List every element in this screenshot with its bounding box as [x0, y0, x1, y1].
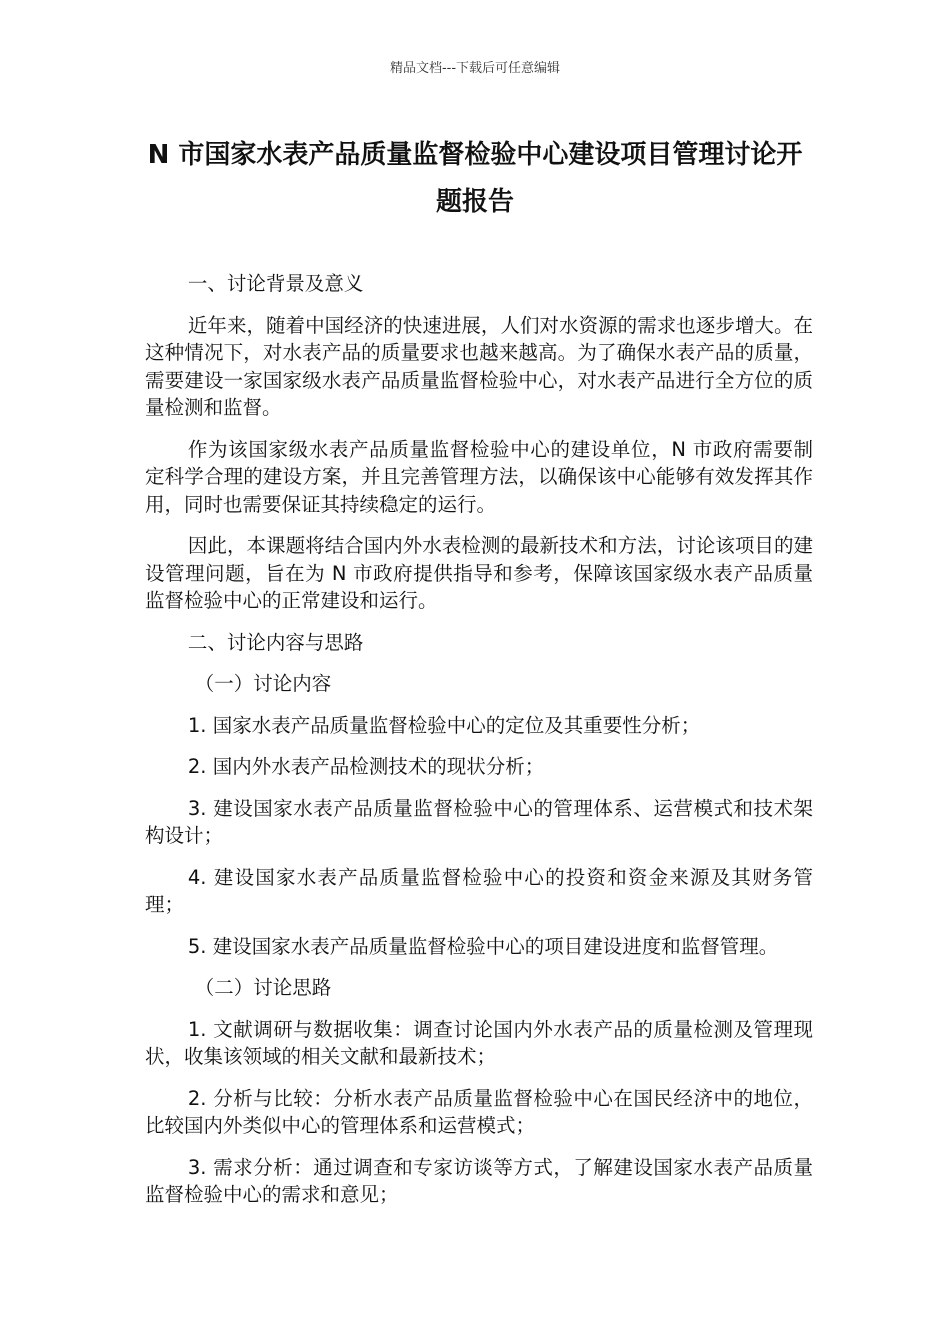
page-header-note: 精品文档---下载后可任意编辑: [389, 61, 561, 76]
content-list-item: 1. 国家水表产品质量监督检验中心的定位及其重要性分析；: [187, 713, 701, 737]
subsection-heading-content: （一）讨论内容: [194, 672, 332, 695]
content-list-item: 5. 建设国家水表产品质量监督检验中心的项目建设进度和监督管理。: [187, 934, 779, 958]
subsection-heading-approach: （二）讨论思路: [194, 976, 332, 999]
approach-list-item: 2. 分析与比较：分析水表产品质量监督检验中心在国民经济中的地位，比较国内外类似中心的管理体系和运营模式；: [145, 1086, 813, 1137]
document-title: N 市国家水表产品质量监督检验中心建设项目管理讨论开题报告: [147, 140, 803, 217]
content-list-item: 3. 建设国家水表产品质量监督检验中心的管理体系、运营模式和技术架构设计；: [145, 796, 813, 847]
approach-list-item: 3. 需求分析：通过调查和专家访谈等方式，了解建设国家水表产品质量监督检验中心的需求和意见；: [145, 1155, 813, 1206]
content-list-item: 2. 国内外水表产品检测技术的现状分析；: [187, 755, 545, 778]
section-heading-content: 二、讨论内容与思路: [187, 630, 364, 654]
background-paragraph: 因此，本课题将结合国内外水表检测的最新技术和方法，讨论该项目的建设管理问题，旨在为 N 市政府提供指导和参考，保障该国家级水表产品质量监督检验中心的正常建设和运行。: [145, 534, 813, 612]
approach-list-item: 1. 文献调研与数据收集：调查讨论国内外水表产品的质量检测及管理现状，收集该领域的相关文献和最新技术；: [145, 1017, 813, 1068]
background-paragraph: 作为该国家级水表产品质量监督检验中心的建设单位，N 市政府需要制定科学合理的建设方案，并且完善管理方法，以确保该中心能够有效发挥其作用，同时也需要保证其持续稳定的运行。: [145, 437, 813, 516]
document-body: [145, 270, 813, 1223]
section-heading-background: 一、讨论背景及意义: [187, 272, 364, 295]
content-list-item: 4. 建设国家水表产品质量监督检验中心的投资和资金来源及其财务管理；: [145, 865, 813, 916]
background-paragraph: 近年来，随着中国经济的快速进展，人们对水资源的需求也逐步增大。在这种情况下，对水表产品的质量要求也越来越高。为了确保水表产品的质量，需要建设一家国家级水表产品质量监督检验中心，对水表产品进行全方位的质量检测和监督。: [145, 313, 813, 419]
